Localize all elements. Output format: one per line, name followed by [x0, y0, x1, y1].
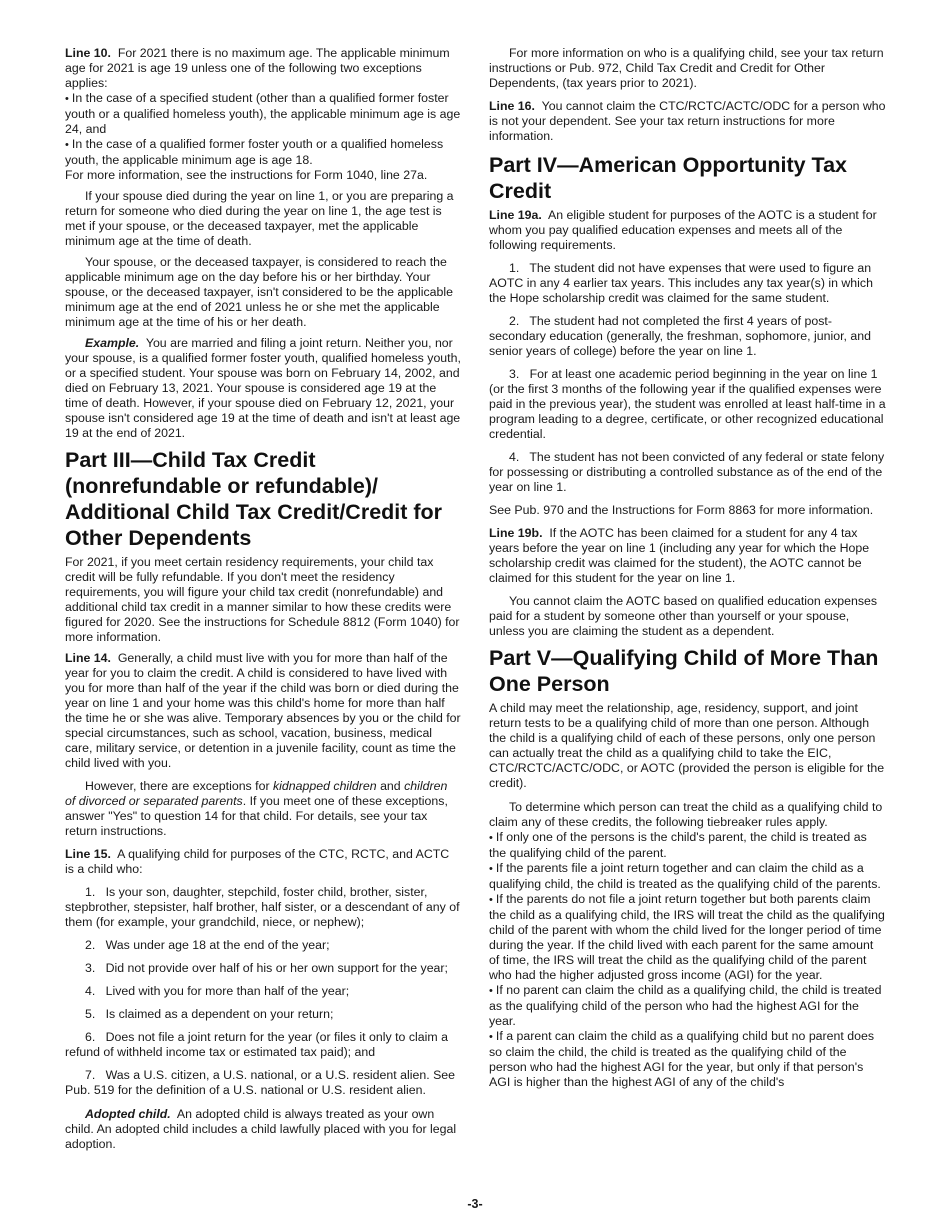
exceptions-mid: and — [376, 779, 405, 793]
line19b-text: If the AOTC has been claimed for a student for any 4 tax years before the year on line 1 (including any year for which the Hope scholarship credit was claimed for the student), the AOTC cannot be claimed for this student for the year on line 1. — [489, 526, 870, 585]
part4-heading: Part IV—American Opportunity Tax Credit — [489, 153, 848, 203]
line15-lead: Line 15. — [65, 847, 111, 861]
exceptions-pre: However, there are exceptions for — [85, 779, 273, 793]
spouse-died-paragraph: If your spouse died during the year on line 1, or you are preparing a return for someone who died during the year on line 1, the age test is met if your spouse, or the deceased taxpayer, met the applicable minimum age at the time of death. — [65, 189, 454, 248]
part5-intro: A child may meet the relationship, age, residency, support, and joint return tests to be a qualifying child of more than one person. Although the child is a qualifying child of each of these persons, only one person can actually treat the child as a qualifying child to take the EIC, CTC/RCTC/ACTC/ODC, or AOTC (provided the person is eligible for the credit). — [489, 701, 885, 790]
line10-paragraph — [65, 46, 461, 91]
example-text: You are married and filing a joint return. Neither you, nor your spouse, is a qualified former foster youth, qualified homeless youth, or a specified student. Your spouse was born on February 14, 2002, and died on February 13, 2021. Your spouse is considered age 19 at the time of death. However, if your spouse died on February 12, 2021, your spouse isn't considered age 19 at the time of death and isn't at least age 19 at the end of 2021. — [65, 336, 461, 440]
line10-bullet-2: • In the case of a qualified former foster youth or a qualified homeless youth, the applicable minimum age is age 18. — [65, 137, 461, 168]
line15-item-7: 7. Was a U.S. citizen, a U.S. national, or a U.S. resident alien. See Pub. 519 for the definition of a U.S. national or U.S. resident alien. — [65, 1068, 456, 1097]
line16-paragraph — [489, 99, 886, 144]
tiebreaker-bullet-2: • If the parents file a joint return together and can claim the child as a qualifying child, the child is treated as the qualifying child of the parents. — [489, 861, 886, 892]
adopted-child-lead: Adopted child. — [85, 1107, 171, 1121]
tiebreaker-intro: To determine which person can treat the child as a qualifying child to claim any of these credits, the following tiebreaker rules apply. — [489, 800, 883, 829]
line10-lead: Line 10. — [65, 46, 111, 60]
line19a-item-4: 4. The student has not been convicted of any federal or state felony for possessing or distributing a controlled substance as of the end of the year on line 1. — [489, 450, 885, 494]
line15-item-4: 4. Lived with you for more than half of the year; — [85, 984, 350, 998]
line15-item-3: 3. Did not provide over half of his or her own support for the year; — [85, 961, 448, 975]
line19a-paragraph — [489, 208, 886, 253]
tiebreaker-bullet-4: • If no parent can claim the child as a qualifying child, the child is treated as the qualifying child of the person who had the highest AGI for the year. — [489, 983, 886, 1029]
line14-paragraph — [65, 651, 461, 771]
line19a-text: An eligible student for purposes of the AOTC is a student for whom you pay qualified education expenses and meets all of the following requirements. — [489, 208, 877, 252]
line19a-item-3: 3. For at least one academic period beginning in the year on line 1 (or the first 3 months of the following year if the qualified expenses were paid in the previous year), the student was enrolled at least half-time in a program leading to a degree, certificate, or other recognized educational credential. — [489, 367, 886, 441]
part3-intro: For 2021, if you meet certain residency requirements, your child tax credit will be fully refundable. If you don't meet the residency requirements, you will figure your child tax credit (nonrefundable) and additional child tax credit in a manner similar to how these credits were figured for 2020. See the instructions for Schedule 8812 (Form 1040) for more information. — [65, 555, 460, 644]
line19a-lead: Line 19a. — [489, 208, 542, 222]
qualifying-child-info: For more information on who is a qualifying child, see your tax return instructions or Pub. 972, Child Tax Credit and Credit for Other Dependents, (tax years prior to 2021). — [489, 46, 884, 90]
adopted-child-paragraph — [65, 1107, 461, 1152]
line19b-lead: Line 19b. — [489, 526, 543, 540]
tiebreaker-bullet-5: • If a parent can claim the child as a qualifying child but no parent does so claim the child, the child is treated as the qualifying child of the person who had the highest AGI for the year, but only if that person's AGI is higher than the highest AGI of any of the child's — [489, 1029, 886, 1090]
exceptions-paragraph — [65, 779, 461, 839]
line14-text: Generally, a child must live with you for more than half of the year for you to claim the credit. A child is considered to have lived with you for more than half of the year if the child was born or died during the year on line 1 and your home was this child's home for more than half the time he or she was alive. Temporary absences by you or the child for special circumstances, such as school, vacation, business, medical care, military service, or detention in a juvenile facility, count as time the child lived with you. — [65, 651, 461, 770]
line10-more-info: For more information, see the instructions for Form 1040, line 27a. — [65, 168, 428, 182]
line15-paragraph — [65, 847, 461, 877]
example-lead: Example. — [85, 336, 140, 350]
line15-item-6: 6. Does not file a joint return for the year (or files it only to claim a refund of withheld income tax or estimated tax paid); and — [65, 1030, 448, 1059]
line15-text: A qualifying child for purposes of the CTC, RCTC, and ACTC is a child who: — [65, 847, 450, 876]
line16-lead: Line 16. — [489, 99, 535, 113]
left-column — [65, 46, 461, 1158]
cannot-claim-aotc: You cannot claim the AOTC based on qualified education expenses paid for a student by someone other than yourself or your spouse, unless you are claiming the student as a dependent. — [489, 594, 878, 638]
exceptions-em-divorced: children of divorced or separated parents — [65, 779, 448, 808]
exceptions-em-kidnapped: kidnapped children — [273, 779, 377, 793]
tiebreaker-bullet-1: • If only one of the persons is the child's parent, the child is treated as the qualifying child of the parent. — [489, 830, 886, 861]
line19a-item-1: 1. The student did not have expenses that were used to figure an AOTC in any 4 earlier tax years. This includes any tax year(s) in which the Hope scholarship credit was claimed for the same student. — [489, 261, 873, 305]
part3-heading: Part III—Child Tax Credit (nonrefundable or refundable)/ Additional Child Tax Credit/Credit for Other Dependents — [65, 448, 443, 550]
exceptions-post: . If you meet one of these exceptions, answer "Yes" to question 14 for that child. For details, see your tax return instructions. — [65, 794, 448, 838]
line10-text: For 2021 there is no maximum age. The applicable minimum age for 2021 is age 19 unless one of the following two exceptions applies: — [65, 46, 450, 90]
line10-bullet-1: • In the case of a specified student (other than a qualified former foster youth or a qualified homeless youth), the applicable minimum age is age 24, and — [65, 91, 461, 137]
line19a-item-2: 2. The student had not completed the first 4 years of post-secondary education (generally, the freshman, sophomore, junior, and senior years of college) before the year on line 1. — [489, 314, 871, 358]
page-number: -3- — [467, 1197, 483, 1211]
right-column — [489, 46, 886, 1090]
line15-item-5: 5. Is claimed as a dependent on your return; — [85, 1007, 334, 1021]
tiebreaker-bullet-3: • If the parents do not file a joint return together but both parents claim the child as a qualifying child, the IRS will treat the child as the qualifying child of the parent with whom the child lived for the longer period of time during the year. If the child lived with each parent for the same amount of time, the IRS will treat the child as the qualifying child of the parent who had the higher adjusted gross income (AGI) for the year. — [489, 892, 886, 983]
adopted-child-text: An adopted child is always treated as your own child. An adopted child includes a child lawfully placed with you for legal adoption. — [65, 1107, 457, 1151]
part5-heading: Part V—Qualifying Child of More Than One Person — [489, 646, 879, 696]
example-paragraph — [65, 336, 461, 441]
line16-text: You cannot claim the CTC/RCTC/ACTC/ODC for a person who is not your dependent. See your tax return instructions for more information. — [489, 99, 886, 143]
spouse-considered-paragraph: Your spouse, or the deceased taxpayer, is considered to reach the applicable minimum age on the day before his or her birthday. Your spouse, or the deceased taxpayer, isn't considered to be the applicable minimum age at the end of 2021 unless he or she met the applicable minimum age at the time of his or her death. — [65, 255, 454, 329]
line19b-paragraph — [489, 526, 886, 586]
see-pub970: See Pub. 970 and the Instructions for Form 8863 for more information. — [489, 503, 874, 517]
line15-item-1: 1. Is your son, daughter, stepchild, foster child, brother, sister, stepbrother, stepsister, half brother, half sister, or a descendant of any of them (for example, your grandchild, niece, or nephew); — [65, 885, 460, 929]
line15-item-2: 2. Was under age 18 at the end of the year; — [85, 938, 330, 952]
line14-lead: Line 14. — [65, 651, 111, 665]
